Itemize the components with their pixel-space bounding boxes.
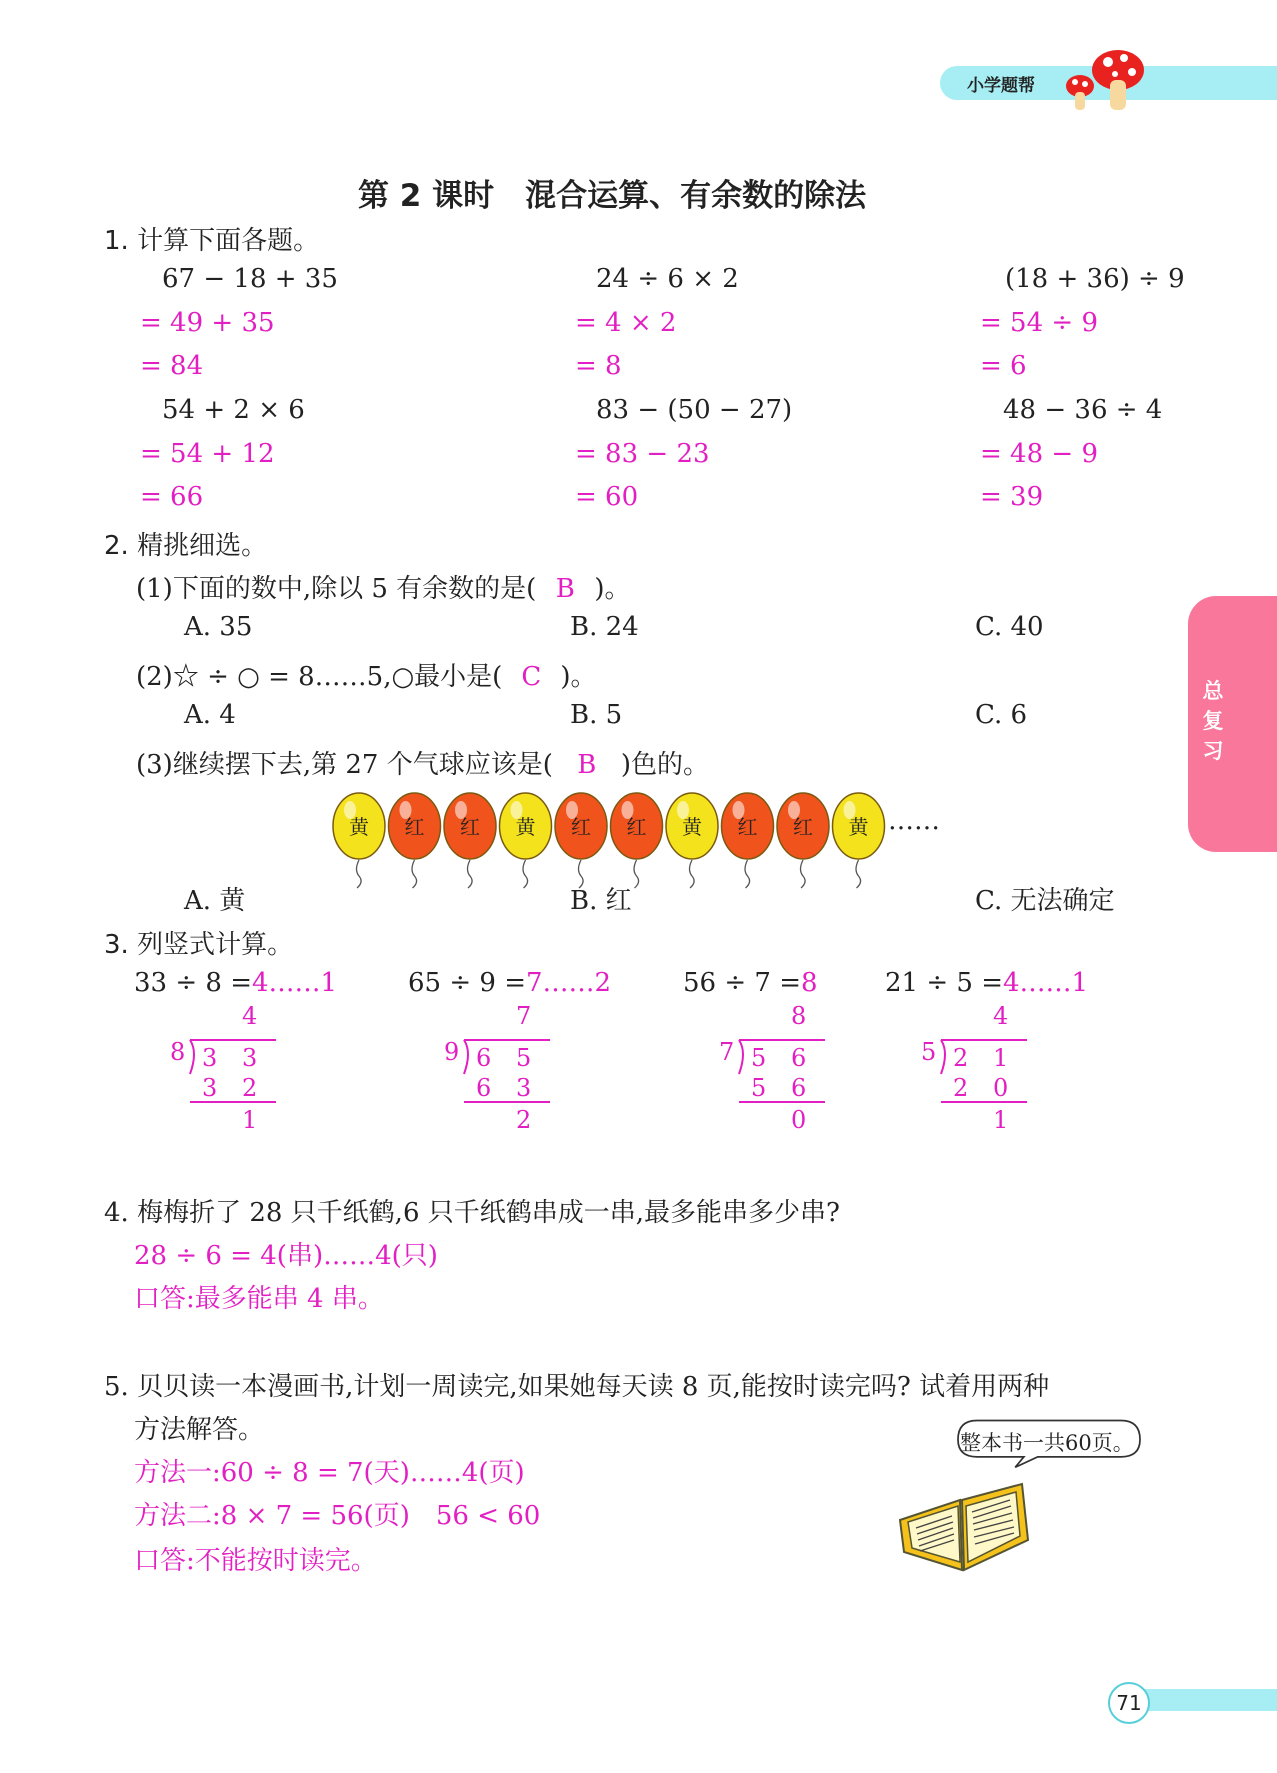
balloon-label: 黄 [515,815,536,839]
q3-expr-text: 56 ÷ 7 = [683,968,801,998]
balloon-ellipsis: …… [888,806,940,836]
balloon [389,793,441,888]
q3-expression [134,968,337,998]
q1-result: = 84 [140,351,204,381]
division-divisor: 8 [170,1038,186,1066]
q2-sub3 [136,744,709,781]
q3-expr-text: 33 ÷ 8 = [134,968,252,998]
q1-result: = 39 [980,482,1044,512]
q1-step: = 48 − 9 [980,439,1098,469]
balloon [555,793,607,888]
division-product-ones: 6 [791,1074,807,1102]
q2-label: 2. 精挑细选。 [104,531,268,561]
balloon-label: 黄 [349,815,369,839]
division-dividend-tens: 3 [202,1044,218,1072]
division-dividend-ones: 1 [993,1044,1009,1072]
long-division [160,1002,320,1134]
q5-method-two: 方法二:8 × 7 = 56(页) 56 < 60 [134,1501,541,1531]
balloon [777,793,829,888]
division-product-ones: 2 [242,1074,258,1102]
balloon-label: 红 [626,815,647,839]
q5-answer: 口答:不能按时读完。 [134,1546,377,1576]
mushroom-icon [1060,44,1150,114]
q1-step: = 4 × 2 [575,308,677,338]
balloon-label: 黄 [848,815,869,839]
q3-expr-answer: 4……1 [1003,968,1089,998]
q1-result: = 66 [140,482,204,512]
q2-option: A. 35 [184,612,253,642]
q2-sub2 [136,656,596,693]
q2-option: C. 40 [975,612,1044,642]
page-number: 71 [1108,1682,1150,1724]
balloon [500,793,552,888]
q5-label: 5. 贝贝读一本漫画书,计划一周读完,如果她每天读 8 页,能按时读完吗? 试着用两种 [104,1372,1050,1402]
division-remainder: 1 [242,1106,258,1134]
q2-sub1 [136,568,630,605]
division-dividend-ones: 3 [242,1044,258,1072]
q1-result: = 6 [980,351,1027,381]
long-division [911,1002,1071,1134]
q2-option: B. 24 [570,612,639,642]
balloon-label: 红 [737,815,758,839]
balloon-row [325,788,945,890]
q4-label: 4. 梅梅折了 28 只千纸鹤,6 只千纸鹤串成一串,最多能串多少串? [104,1198,840,1228]
q2-sub1-tail: )。 [594,574,631,604]
q3-expression [885,968,1088,998]
q2-option: C. 6 [975,700,1028,730]
q3-label: 3. 列竖式计算。 [104,930,294,960]
division-product-tens: 5 [751,1074,767,1102]
q1-step: = 83 − 23 [575,439,710,469]
open-book-icon [890,1470,1040,1580]
balloon-label: 红 [793,815,813,839]
q1-result: = 60 [575,482,639,512]
q2-option: C. 无法确定 [975,886,1115,916]
division-product-ones: 0 [993,1074,1009,1102]
division-dividend-tens: 6 [476,1044,492,1072]
q2-sub3-tail: )色的。 [620,750,710,780]
division-dividend-ones: 6 [791,1044,807,1072]
q3-expr-answer: 8 [801,968,818,998]
balloon-label: 红 [460,815,480,839]
q3-expr-answer: 4……1 [252,968,338,998]
division-remainder: 0 [791,1106,807,1134]
balloon [444,793,496,888]
division-quotient: 4 [242,1002,258,1030]
balloon [722,793,774,888]
q3-expr-text: 21 ÷ 5 = [885,968,1003,998]
q4-answer: 口答:最多能串 4 串。 [134,1284,384,1314]
q4-work: 28 ÷ 6 = 4(串)……4(只) [134,1241,438,1271]
division-product-tens: 6 [476,1074,492,1102]
side-tab-label: 总复习 [1202,679,1224,763]
q1-expr: 67 − 18 + 35 [162,264,338,294]
long-division [434,1002,594,1134]
q3-expr-text: 65 ÷ 9 = [408,968,526,998]
division-remainder: 1 [993,1106,1009,1134]
division-dividend-ones: 5 [516,1044,532,1072]
division-dividend-tens: 2 [953,1044,969,1072]
q1-expr: (18 + 36) ÷ 9 [1005,264,1185,294]
q1-result: = 8 [575,351,622,381]
division-remainder: 2 [516,1106,532,1134]
balloon-label: 红 [404,815,425,839]
q2-sub2-answer: C [521,662,542,692]
q1-step: = 54 + 12 [140,439,275,469]
division-divisor: 5 [921,1038,937,1066]
division-quotient: 8 [791,1002,807,1030]
division-divisor: 7 [719,1038,735,1066]
balloon [666,793,718,888]
q2-sub1-answer: B [555,574,575,604]
division-quotient: 4 [993,1002,1009,1030]
q2-option: A. 黄 [184,886,246,916]
q2-sub2-tail: )。 [560,662,597,692]
q3-expression [683,968,818,998]
q1-step: = 49 + 35 [140,308,275,338]
q5-label-cont: 方法解答。 [134,1415,265,1445]
q2-sub3-answer: B [577,750,597,780]
q3-expression [408,968,611,998]
balloon-label: 黄 [682,815,702,839]
long-division [709,1002,869,1134]
q2-sub1-stem: (1)下面的数中,除以 5 有余数的是( [136,574,537,604]
q2-option: A. 4 [184,700,236,730]
balloon [611,793,663,888]
q1-expr: 48 − 36 ÷ 4 [1003,395,1163,425]
q2-sub2-stem: (2)☆ ÷ ○ = 8……5,○最小是( [136,662,503,692]
speech-text: 整本书一共60页。 [960,1431,1134,1455]
q2-option: B. 红 [570,886,632,916]
balloon [833,793,885,888]
q1-expr: 83 − (50 − 27) [596,395,793,425]
q1-expr: 24 ÷ 6 × 2 [596,264,739,294]
division-quotient: 7 [516,1002,532,1030]
page-title: 第 2 课时 混合运算、有余数的除法 [358,178,867,214]
q3-expr-answer: 7……2 [526,968,612,998]
brand-label: 小学题帮 [967,76,1035,96]
q1-label: 1. 计算下面各题。 [104,226,320,256]
balloon-label: 红 [571,815,591,839]
division-divisor: 9 [444,1038,460,1066]
division-product-tens: 3 [202,1074,218,1102]
balloon [333,793,385,888]
q2-option: B. 5 [570,700,623,730]
q1-expr: 54 + 2 × 6 [162,395,305,425]
division-product-tens: 2 [953,1074,969,1102]
division-product-ones: 3 [516,1074,532,1102]
division-dividend-tens: 5 [751,1044,767,1072]
q2-sub3-stem: (3)继续摆下去,第 27 个气球应该是( [136,750,553,780]
q5-method-one: 方法一:60 ÷ 8 = 7(天)……4(页) [134,1458,525,1488]
q1-step: = 54 ÷ 9 [980,308,1098,338]
